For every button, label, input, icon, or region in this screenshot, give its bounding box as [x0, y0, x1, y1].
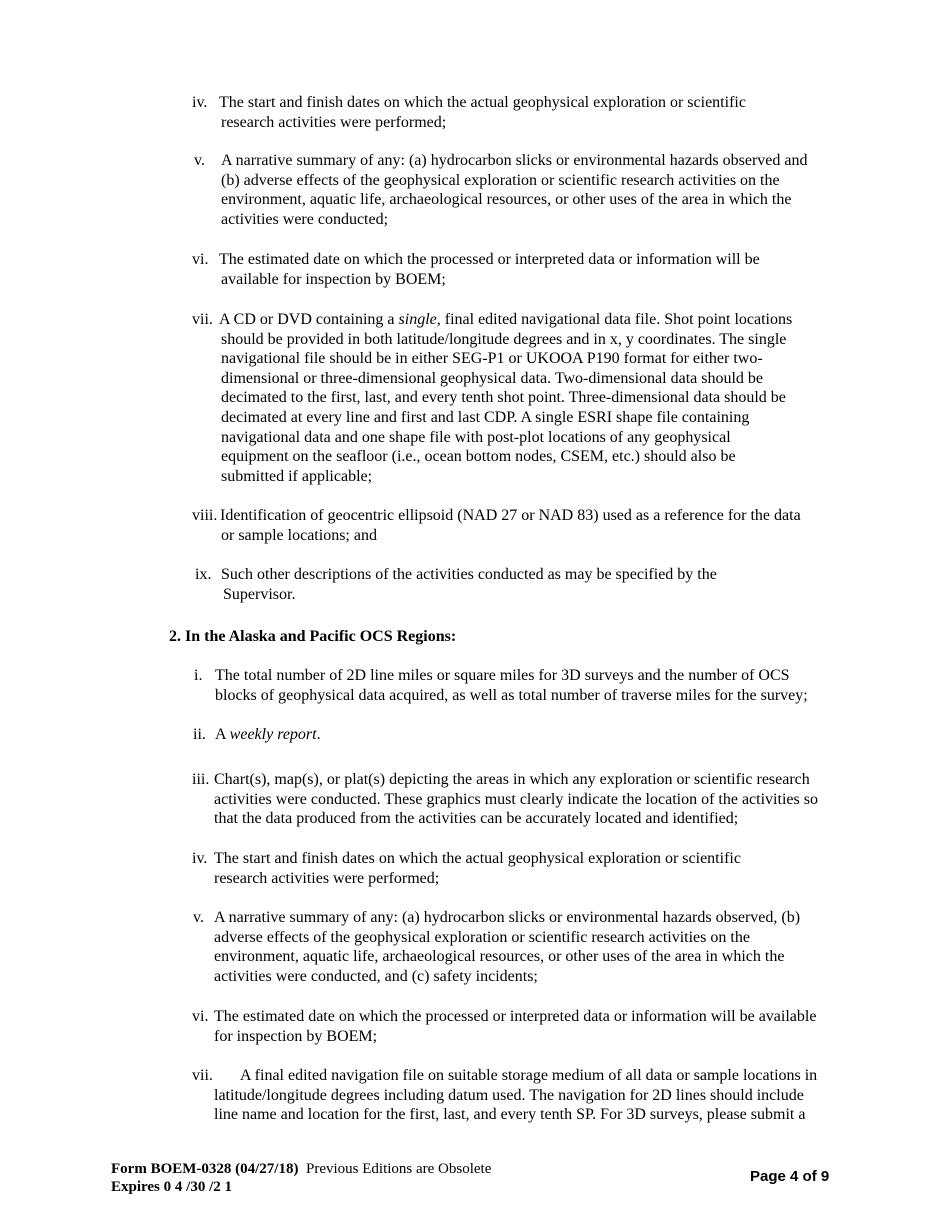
item-text: A weekly report. [215, 726, 321, 743]
item-text: should be provided in both latitude/longitude degrees and in x, y coordinates. The single [221, 330, 787, 348]
page-number: Page 4 of 9 [750, 1168, 830, 1185]
item-text: available for inspection by BOEM; [221, 270, 446, 288]
item-text: environment, aquatic life, archaeological resources, or other uses of the area in which the [214, 948, 785, 966]
item-text: navigational data and one shape file with post-plot locations of any geophysical [221, 428, 731, 446]
form-number: Form BOEM-0328 (04/27/18) [111, 1161, 299, 1177]
item-number: vi. [192, 251, 209, 268]
item-text: research activities were performed; [214, 869, 440, 887]
item-number: v. [193, 909, 204, 926]
item-text: The start and finish dates on which the actual geophysical exploration or scientific [214, 850, 741, 867]
editions-note: Previous Editions are Obsolete [305, 1161, 492, 1177]
item-number: i. [194, 667, 203, 684]
item-text: that the data produced from the activities can be accurately located and identified; [214, 810, 739, 828]
item-text: activities were conducted. These graphics must clearly indicate the location of the activities so [214, 790, 818, 808]
item-text: submitted if applicable; [221, 467, 373, 485]
item-text: activities were conducted, and (c) safety incidents; [214, 967, 538, 985]
form-footer [111, 1160, 491, 1196]
item-text: equipment on the seafloor (i.e., ocean bottom nodes, CSEM, etc.) should also be [221, 448, 736, 466]
item-text: line name and location for the first, last, and every tenth SP. For 3D surveys, please submit a [214, 1106, 806, 1124]
section-heading: 2. In the Alaska and Pacific OCS Regions: [169, 628, 457, 645]
item-text: Supervisor. [223, 585, 296, 603]
item-text: (b) adverse effects of the geophysical exploration or scientific research activities on the [221, 171, 780, 189]
item-number: iii. [192, 771, 210, 788]
item-text: A narrative summary of any: (a) hydrocarbon slicks or environmental hazards observed and [221, 152, 808, 169]
item-text: Such other descriptions of the activities conducted as may be specified by the [221, 566, 717, 583]
expiration-date: Expires 0 4 /30 /2 1 [111, 1179, 232, 1195]
item-text: environment, aquatic life, archaeological resources, or other uses of the area in which the [221, 191, 792, 209]
item-number: ix. [195, 566, 212, 583]
item-text: The estimated date on which the processed or interpreted data or information will be [219, 251, 760, 268]
item-text: latitude/longitude degrees including datum used. The navigation for 2D lines should include [214, 1086, 804, 1104]
item-number: iv. [192, 94, 208, 111]
item-text: The total number of 2D line miles or square miles for 3D surveys and the number of OCS [215, 667, 790, 684]
item-number: iv. [192, 850, 208, 867]
item-number: vi. [192, 1008, 209, 1025]
item-text: A narrative summary of any: (a) hydrocarbon slicks or environmental hazards observed, (b) [214, 909, 801, 926]
item-text: Chart(s), map(s), or plat(s) depicting the areas in which any exploration or scientific research [214, 771, 810, 788]
item-text: for inspection by BOEM; [214, 1027, 378, 1045]
item-text: The start and finish dates on which the actual geophysical exploration or scientific [219, 94, 746, 111]
item-text: blocks of geophysical data acquired, as well as total number of traverse miles for the survey; [215, 686, 808, 704]
item-text: research activities were performed; [221, 113, 447, 131]
item-number: vii. [192, 1067, 213, 1084]
item-text: navigational file should be in either SEG-P1 or UKOOA P190 format for either two- [221, 350, 763, 368]
item-text: adverse effects of the geophysical exploration or scientific research activities on the [214, 928, 750, 946]
item-text: The estimated date on which the processed or interpreted data or information will be available [214, 1008, 817, 1025]
item-number: v. [194, 152, 205, 169]
item-text: A CD or DVD containing a single, final edited navigational data file. Shot point locations [219, 311, 793, 328]
item-text: Identification of geocentric ellipsoid (NAD 27 or NAD 83) used as a reference for the data [220, 507, 801, 524]
item-text: decimated to the first, last, and every tenth shot point. Three-dimensional data should be [221, 389, 786, 407]
item-number: vii. [192, 311, 213, 328]
item-text: A final edited navigation file on suitable storage medium of all data or sample locations in [240, 1067, 818, 1084]
item-number: viii. [192, 507, 218, 524]
item-text: dimensional or three-dimensional geophysical data. Two-dimensional data should be [221, 369, 764, 387]
item-text: activities were conducted; [221, 210, 389, 228]
item-text: or sample locations; and [221, 526, 377, 544]
item-number: ii. [193, 726, 206, 743]
item-text: decimated at every line and first and last CDP. A single ESRI shape file containing [221, 408, 750, 426]
